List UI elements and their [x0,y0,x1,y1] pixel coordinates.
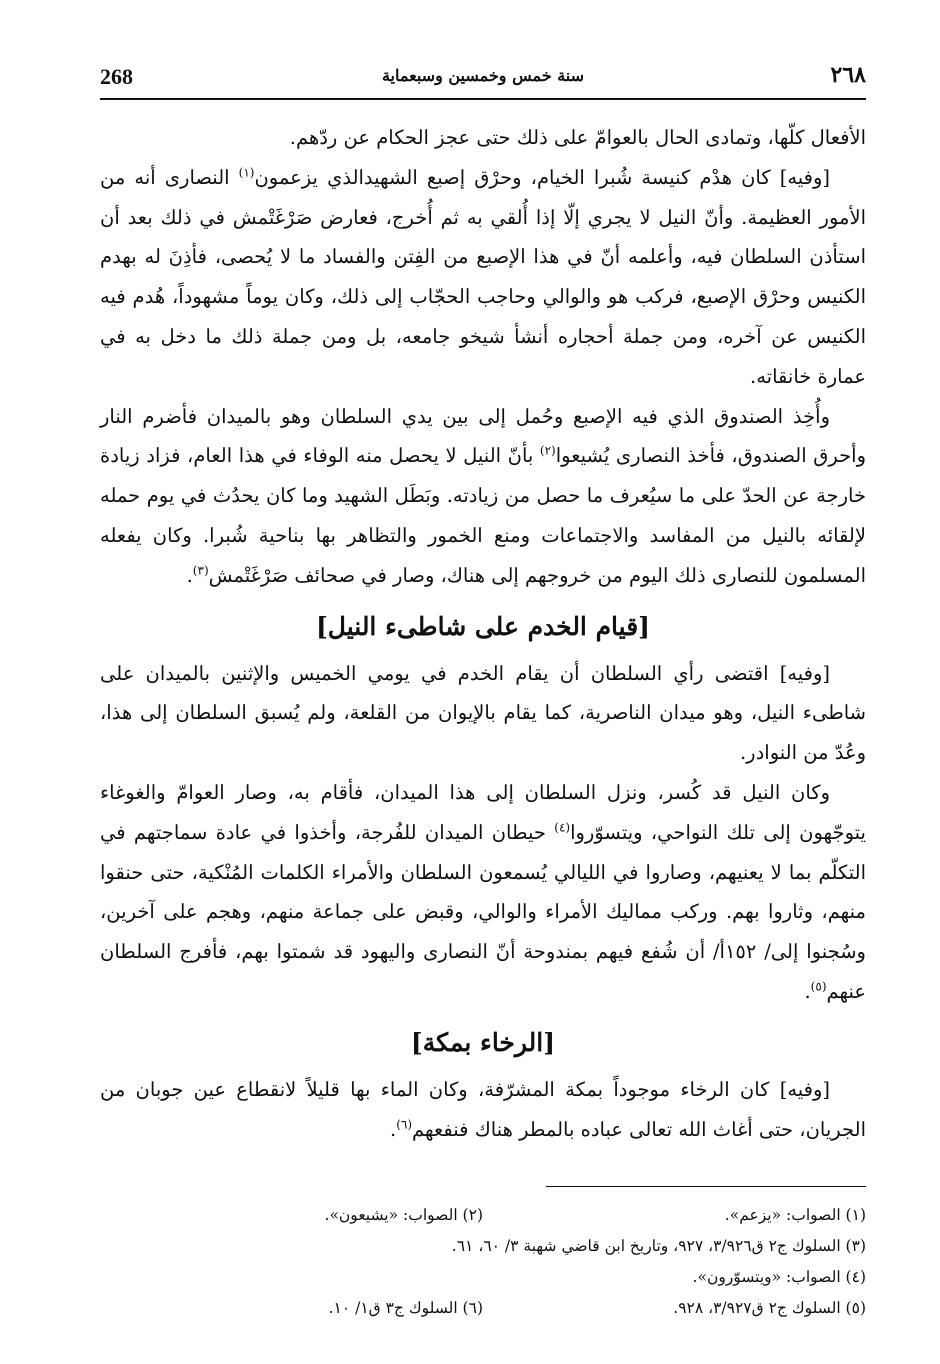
page-number-latin: 268 [100,64,133,89]
footnote-row [100,1293,866,1324]
page-header [100,62,866,100]
footnote-4: (٤) الصواب: «ويتسوّرون». [692,1268,866,1286]
page-number-arabic: ٢٦٨ [830,62,866,88]
main-text [100,118,866,1149]
footnote-mark: (٢) [539,443,556,458]
footnotes [100,1200,866,1324]
footnote-6: (٦) السلوك ج٣ ق١/ ١٠. [328,1299,483,1317]
footnote-row [100,1200,866,1231]
footnote-mark: (٥) [810,979,827,994]
footnote-5: (٥) السلوك ج٢ ق٣/٩٢٧، ٩٢٨. [673,1299,866,1317]
paragraph: [وفيه] اقتضى رأي السلطان أن يقام الخدم في يومي الخميس والإثنين بالميدان على شاطىء النيل، وهو ميدان الناصرية، كما يقام بالإيوان من القلعة، ولم يُسبق السلطان إلى هذا، وعُدّ من النوادر. [100,661,866,765]
footnote-mark: (٤) [554,820,571,835]
section-heading: [الرخاء بمكة] [410,1027,556,1057]
footnote-divider [546,1186,866,1187]
section-heading: [قيام الخدم على شاطىء النيل] [315,611,651,641]
paragraph: [وفيه] كان الرخاء موجوداً بمكة المشرّفة، وكان الماء بها قليلاً لانقطاع عين جوبان من الجريان، حتى أغاث الله تعالى عباده بالمطر هناك فنفعهم$^{(٦)}$. [100,1077,866,1141]
paragraph: وأُخِذ الصندوق الذي فيه الإصبع وحُمل إلى بين يدي السلطان وهو بالميدان فأضرم النار وأحرق الصندوق، فأخذ النصارى يُشيعوا$^{(٢)}$ بأنّ النيل لا يحصل منه الوفاء في هذا العام، فزاد زيادة خارجة عن الحدّ على ما سيُعرف ما حصل من زيادته. وبَطَل الشهيد وما كان يحدُث في يوم حمله لإلقائه بالنيل من المفاسد والاجتماعات ومنع الخمور والتظاهر بها بناحية شُبرا. وكان يفعله المسلمون للنصارى ذلك اليوم من خروجهم إلى هناك، وصار في صحائف صَرْغَتْمش$^{(٣)}$. [100,404,867,587]
footnote-mark: (٦) [396,1117,413,1132]
footnote-row [100,1231,866,1262]
footnote-row [100,1262,866,1293]
footnote-1: (١) الصواب: «يزعم». [724,1206,866,1224]
footnote-3: (٣) السلوك ج٢ ق٣/٩٢٦، ٩٢٧، وتاريخ ابن قاضي شهبة ٣/ ٦٠، ٦١. [451,1237,866,1255]
paragraph: [وفيه] كان هدْم كنيسة شُبرا الخيام، وحرْق إصبع الشهيدالذي يزعمون$^{(١)}$ النصارى أنه من الأمور العظيمة. وأنّ النيل لا يجري إلّا إذا أُلقي به ثم أُخرج، فعارض صَرْغَتْمش في ذلك بعد أن استأذن السلطان فيه، وأعلمه أنّ في هذا الإصبع من الفِتن والفساد ما لا يُحصى، فأذِنَ له بهدم الكنيس وحرْق الإصبع، فركب هو والوالي وحاجب الحجّاب إلى ذلك، وكان يوماً مشهوداً، هُدم فيه الكنيس عن آخره، ومن جملة أحجاره أنشأ شيخو جامعه، بل ومن جملة ذلك ما دخل به في عمارة خانقاته. [100,165,866,388]
footnote-mark: (٣) [192,563,209,578]
footnote-2: (٢) الصواب: «يشيعون». [324,1206,483,1224]
footnote-mark: (١) [238,165,255,180]
paragraph: وكان النيل قد كُسر، ونزل السلطان إلى هذا الميدان، فأقام به، وصار العوامّ والغوغاء يتوجّهون إلى تلك النواحي، ويتسوّروا$^{(٤)}$ حيطان الميدان للفُرجة، وأخذوا في عادة سماجتهم في التكلّم بما لا يعنيهم، وصاروا في الليالي يُسمعون السلطان والأمراء الكلمات المُنْكية، حتى حنقوا منهم، وثاروا بهم. وركب مماليك الأمراء والوالي، وقبض على جماعة منهم، وهجم على آخرين، وسُجنوا إلى/ ١٥٢أ/ أن شُفع فيهم بمندوحة أنّ النصارى واليهود قد شمتوا بهم، فأفرج السلطان عنهم$^{(٥)}$. [100,780,866,1003]
running-title: سنة خمس وخمسين وسبعماية [381,66,585,85]
paragraph: الأفعال كلّها، وتمادى الحال بالعوامّ على ذلك حتى عجز الحكام عن ردّهم. [289,126,866,149]
